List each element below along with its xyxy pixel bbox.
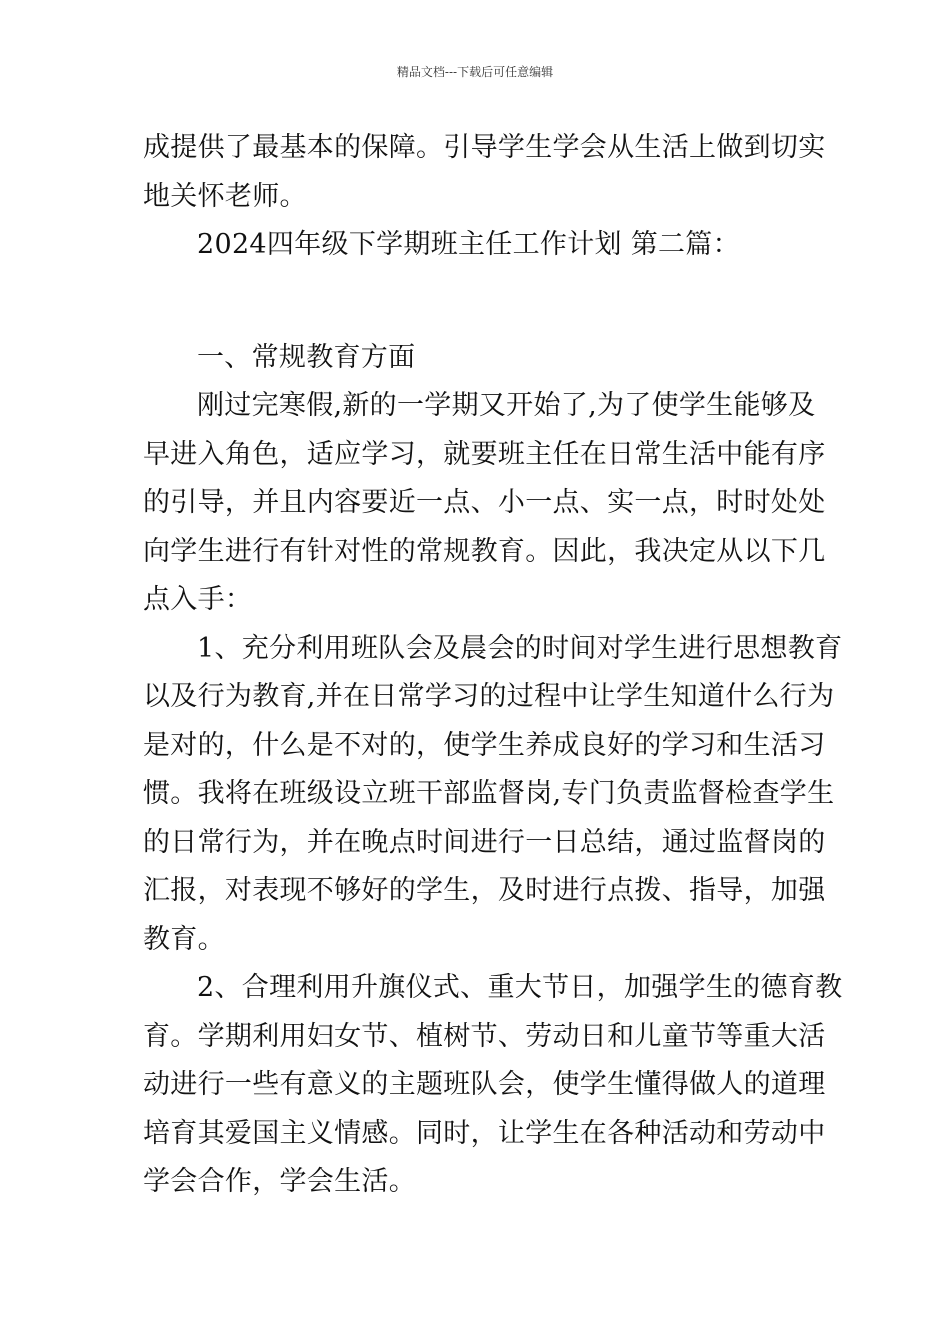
text-line: 是对的，什么是不对的，使学生养成良好的学习和生活习 [143,729,826,761]
text-line: 动进行一些有意义的主题班队会，使学生懂得做人的道理 [143,1069,826,1100]
text-line: 惯。我将在班级设立班干部监督岗,专门负责监督检查学生 [143,778,835,809]
list-item-2: 2、合理利用升旗仪式、重大节日，加强学生的德育教 [197,972,843,1003]
text-line: 地关怀老师。 [143,180,307,212]
section-heading: 一、常规教育方面 [197,341,416,373]
text-line: 点入手： [143,584,253,615]
text-line: 成提供了最基本的保障。引导学生学会从生活上做到切实 [143,132,826,163]
text-line: 教育。 [143,923,225,955]
page-header: 精品文档---下载后可任意编辑 [396,65,554,79]
text-line: 育。学期利用妇女节、植树节、劳动日和儿童节等重大活 [143,1020,826,1052]
document-body [143,124,843,1207]
spacer [143,270,809,334]
text-line: 学会合作，学会生活。 [143,1166,416,1197]
text-line: 汇报，对表现不够好的学生，及时进行点拨、指导，加强 [143,875,826,906]
section-title: 2024四年级下学期班主任工作计划 第二篇： [197,229,740,260]
text-line: 的日常行为，并在晚点时间进行一日总结，通过监督岗的 [143,826,826,858]
list-item-1: 1、充分利用班队会及晨会的时间对学生进行思想教育 [197,632,843,664]
text-line: 以及行为教育,并在日常学习的过程中让学生知道什么行为 [143,681,835,712]
text-line: 刚过完寒假,新的一学期又开始了,为了使学生能够及 [197,390,816,421]
text-line: 向学生进行有针对性的常规教育。因此，我决定从以下几 [143,535,826,567]
text-line: 早进入角色，适应学习，就要班主任在日常生活中能有序 [143,438,826,470]
text-line: 培育其爱国主义情感。同时，让学生在各种活动和劳动中 [143,1117,826,1149]
text-line: 的引导，并且内容要近一点、小一点、实一点，时时处处 [143,487,826,518]
